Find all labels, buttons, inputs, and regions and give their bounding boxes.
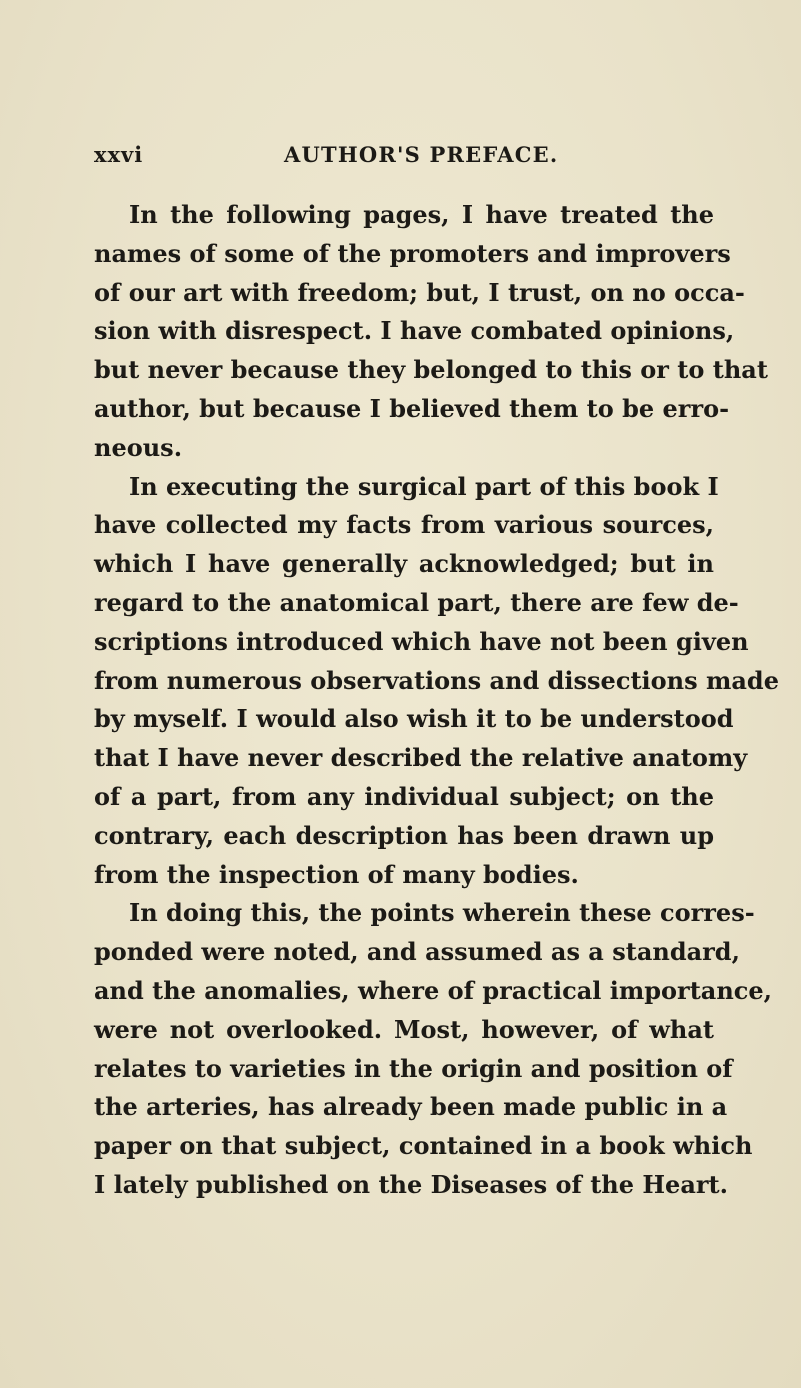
page-number: xxvi bbox=[94, 142, 144, 167]
text-line: but never because they belonged to this or to that bbox=[94, 355, 768, 385]
text-line: of a part, from any individual subject; on the bbox=[94, 781, 714, 811]
running-head bbox=[94, 142, 714, 172]
text-line: the arteries, has already been made public in a bbox=[94, 1092, 728, 1122]
paragraph bbox=[94, 468, 779, 895]
text-line: ponded were noted, and assumed as a standard, bbox=[94, 937, 740, 967]
text-line: by myself. I would also wish it to be understood bbox=[94, 704, 734, 734]
text-line: regard to the anatomical part, there are few de- bbox=[94, 587, 739, 617]
body-text bbox=[94, 196, 779, 1205]
text-line: have collected my facts from various sources, bbox=[94, 510, 714, 540]
paragraph bbox=[94, 894, 773, 1204]
text-line: from numerous observations and dissections made bbox=[94, 665, 779, 695]
text-line: of our art with freedom; but, I trust, on no occa- bbox=[94, 277, 745, 307]
text-line: contrary, each description has been drawn up bbox=[94, 820, 714, 850]
text-line: names of some of the promoters and improvers bbox=[94, 238, 731, 268]
text-line: relates to varieties in the origin and position of bbox=[94, 1053, 733, 1083]
text-line: that I have never described the relative anatomy bbox=[94, 743, 748, 773]
text-line: In the following pages, I have treated the bbox=[129, 200, 714, 229]
text-line: In executing the surgical part of this book I bbox=[129, 471, 719, 501]
text-line: were not overlooked. Most, however, of what bbox=[94, 1014, 714, 1044]
text-line: neous. bbox=[94, 432, 183, 462]
text-line: paper on that subject, contained in a book which bbox=[94, 1131, 753, 1161]
text-line: In doing this, the points wherein these corres- bbox=[129, 898, 755, 928]
text-line: which I have generally acknowledged; but in bbox=[94, 549, 714, 579]
text-line: scriptions introduced which have not been given bbox=[94, 626, 749, 656]
text-line: and the anomalies, where of practical importance, bbox=[94, 975, 773, 1005]
running-title: AUTHOR'S PREFACE. bbox=[284, 142, 559, 167]
text-line: from the inspection of many bodies. bbox=[94, 859, 579, 889]
text-line: author, but because I believed them to be erro- bbox=[94, 393, 730, 423]
paragraph bbox=[94, 196, 768, 468]
text-line: sion with disrespect. I have combated opinions, bbox=[94, 316, 735, 346]
text-line: I lately published on the Diseases of the Heart. bbox=[94, 1169, 728, 1199]
